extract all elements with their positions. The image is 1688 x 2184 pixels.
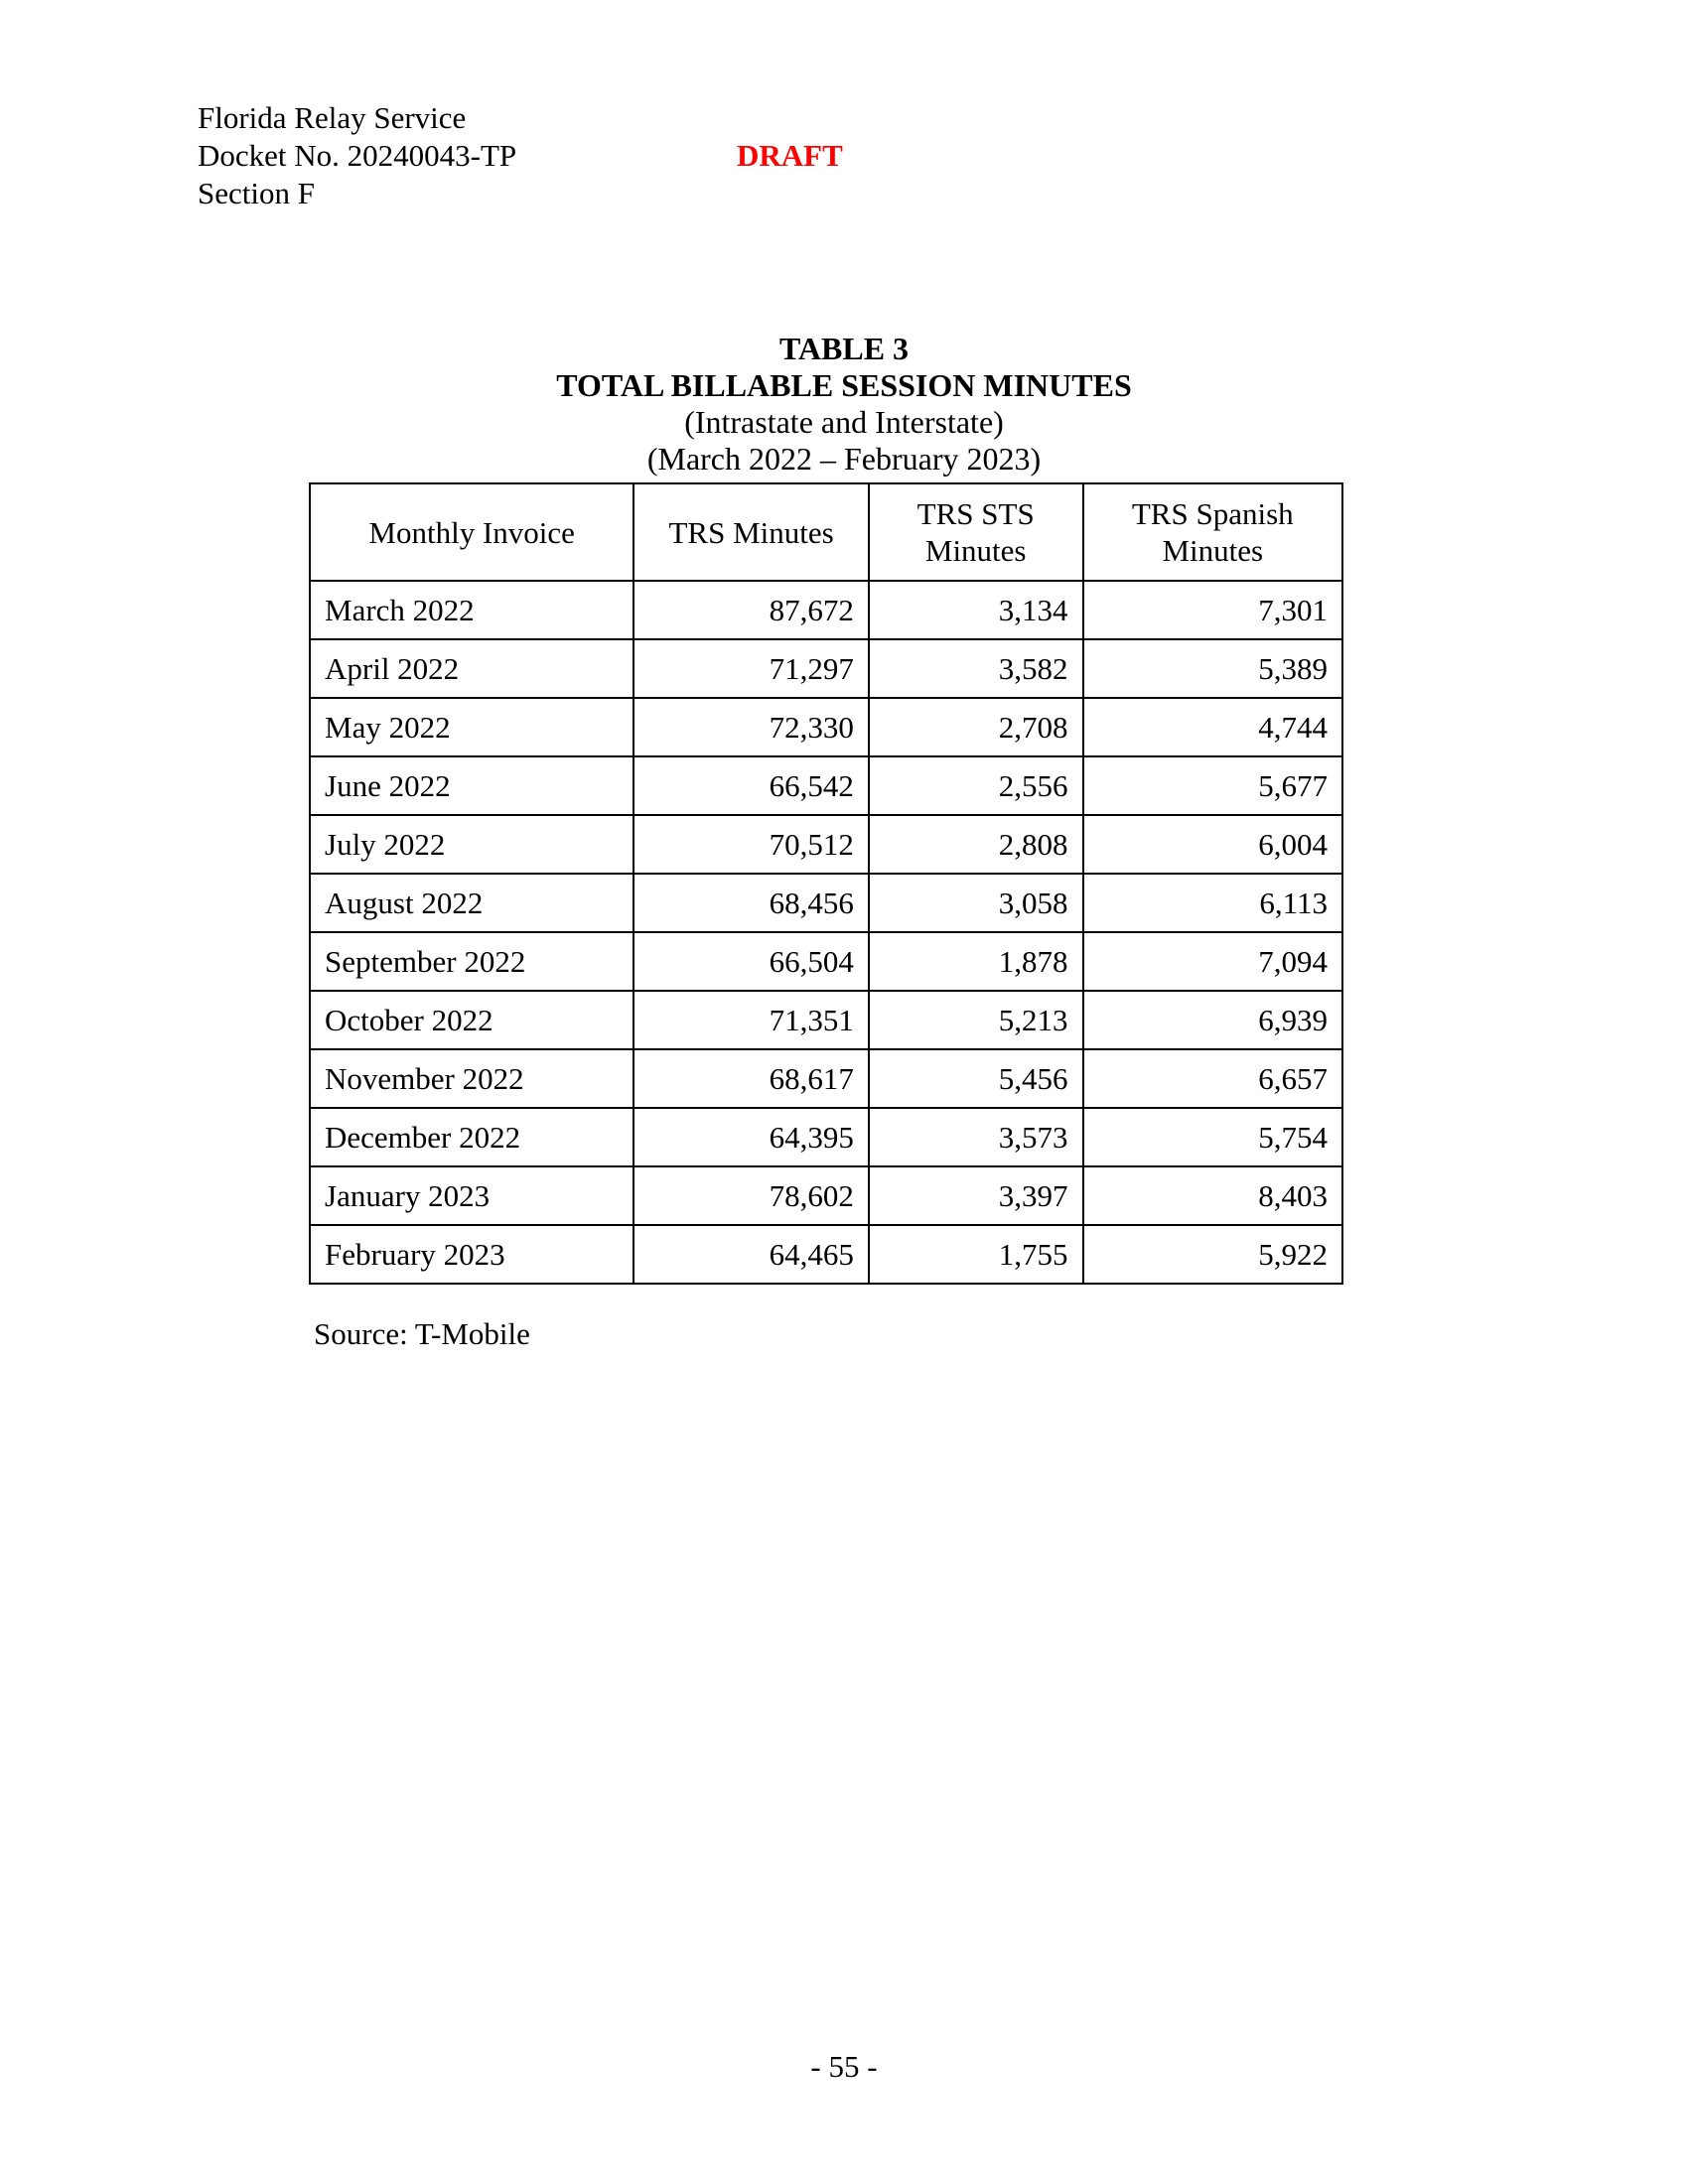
cell-trs-sts-minutes: 5,213 [869, 991, 1083, 1049]
cell-trs-sts-minutes: 3,573 [869, 1108, 1083, 1166]
column-header-monthly-invoice: Monthly Invoice [310, 483, 633, 581]
cell-trs-minutes: 64,395 [633, 1108, 869, 1166]
draft-label: DRAFT [737, 138, 843, 173]
table-number: TABLE 3 [778, 331, 910, 366]
table-row [310, 991, 1342, 1049]
table-row [310, 639, 1342, 698]
cell-trs-minutes: 87,672 [633, 581, 869, 639]
table-body [310, 581, 1342, 1284]
cell-month: February 2023 [310, 1225, 633, 1284]
cell-trs-spanish-minutes: 5,389 [1083, 639, 1342, 698]
cell-month: April 2022 [310, 639, 633, 698]
table-date-range: (March 2022 – February 2023) [646, 441, 1042, 477]
cell-trs-sts-minutes: 3,058 [869, 874, 1083, 932]
page-number: - 55 - [810, 2049, 878, 2084]
cell-month: November 2022 [310, 1049, 633, 1108]
table-row [310, 1049, 1342, 1108]
billable-minutes-table [309, 482, 1343, 1285]
cell-trs-spanish-minutes: 5,922 [1083, 1225, 1342, 1284]
cell-trs-minutes: 72,330 [633, 698, 869, 756]
cell-trs-spanish-minutes: 5,754 [1083, 1108, 1342, 1166]
cell-month: January 2023 [310, 1166, 633, 1225]
cell-trs-spanish-minutes: 6,657 [1083, 1049, 1342, 1108]
cell-trs-minutes: 78,602 [633, 1166, 869, 1225]
table-row [310, 756, 1342, 815]
cell-trs-minutes: 71,297 [633, 639, 869, 698]
cell-trs-sts-minutes: 3,397 [869, 1166, 1083, 1225]
cell-trs-spanish-minutes: 4,744 [1083, 698, 1342, 756]
cell-month: October 2022 [310, 991, 633, 1049]
cell-trs-minutes: 64,465 [633, 1225, 869, 1284]
column-header-trs-sts-minutes: TRS STS Minutes [869, 483, 1083, 581]
table-row [310, 874, 1342, 932]
cell-trs-spanish-minutes: 5,677 [1083, 756, 1342, 815]
cell-month: December 2022 [310, 1108, 633, 1166]
cell-month: August 2022 [310, 874, 633, 932]
table-header-row [310, 483, 1342, 581]
cell-trs-sts-minutes: 2,708 [869, 698, 1083, 756]
cell-trs-spanish-minutes: 6,939 [1083, 991, 1342, 1049]
cell-trs-minutes: 70,512 [633, 815, 869, 874]
cell-trs-spanish-minutes: 7,094 [1083, 932, 1342, 991]
table-row [310, 581, 1342, 639]
cell-trs-sts-minutes: 3,134 [869, 581, 1083, 639]
header-docket-number: Docket No. 20240043-TP [198, 138, 517, 173]
cell-trs-sts-minutes: 3,582 [869, 639, 1083, 698]
table-row [310, 1166, 1342, 1225]
cell-trs-sts-minutes: 1,755 [869, 1225, 1083, 1284]
document-header [198, 99, 516, 212]
cell-trs-sts-minutes: 1,878 [869, 932, 1083, 991]
cell-trs-minutes: 66,542 [633, 756, 869, 815]
cell-trs-sts-minutes: 5,456 [869, 1049, 1083, 1108]
cell-month: March 2022 [310, 581, 633, 639]
table-row [310, 932, 1342, 991]
cell-trs-spanish-minutes: 6,113 [1083, 874, 1342, 932]
table-row [310, 1225, 1342, 1284]
table-title: TOTAL BILLABLE SESSION MINUTES [556, 367, 1132, 403]
header-section: Section F [198, 176, 315, 210]
cell-trs-minutes: 68,456 [633, 874, 869, 932]
cell-month: September 2022 [310, 932, 633, 991]
column-header-trs-minutes: TRS Minutes [633, 483, 869, 581]
cell-trs-sts-minutes: 2,556 [869, 756, 1083, 815]
table-row [310, 815, 1342, 874]
table-row [310, 1108, 1342, 1166]
cell-trs-minutes: 71,351 [633, 991, 869, 1049]
cell-trs-spanish-minutes: 8,403 [1083, 1166, 1342, 1225]
table-title-block [0, 331, 1688, 478]
column-header-trs-spanish-minutes: TRS Spanish Minutes [1083, 483, 1342, 581]
table-row [310, 698, 1342, 756]
cell-trs-minutes: 68,617 [633, 1049, 869, 1108]
cell-trs-minutes: 66,504 [633, 932, 869, 991]
cell-month: July 2022 [310, 815, 633, 874]
table-subtitle: (Intrastate and Interstate) [684, 404, 1004, 440]
cell-month: June 2022 [310, 756, 633, 815]
cell-trs-sts-minutes: 2,808 [869, 815, 1083, 874]
header-organization: Florida Relay Service [198, 100, 467, 135]
cell-month: May 2022 [310, 698, 633, 756]
cell-trs-spanish-minutes: 6,004 [1083, 815, 1342, 874]
source-note: Source: T-Mobile [314, 1316, 530, 1351]
cell-trs-spanish-minutes: 7,301 [1083, 581, 1342, 639]
